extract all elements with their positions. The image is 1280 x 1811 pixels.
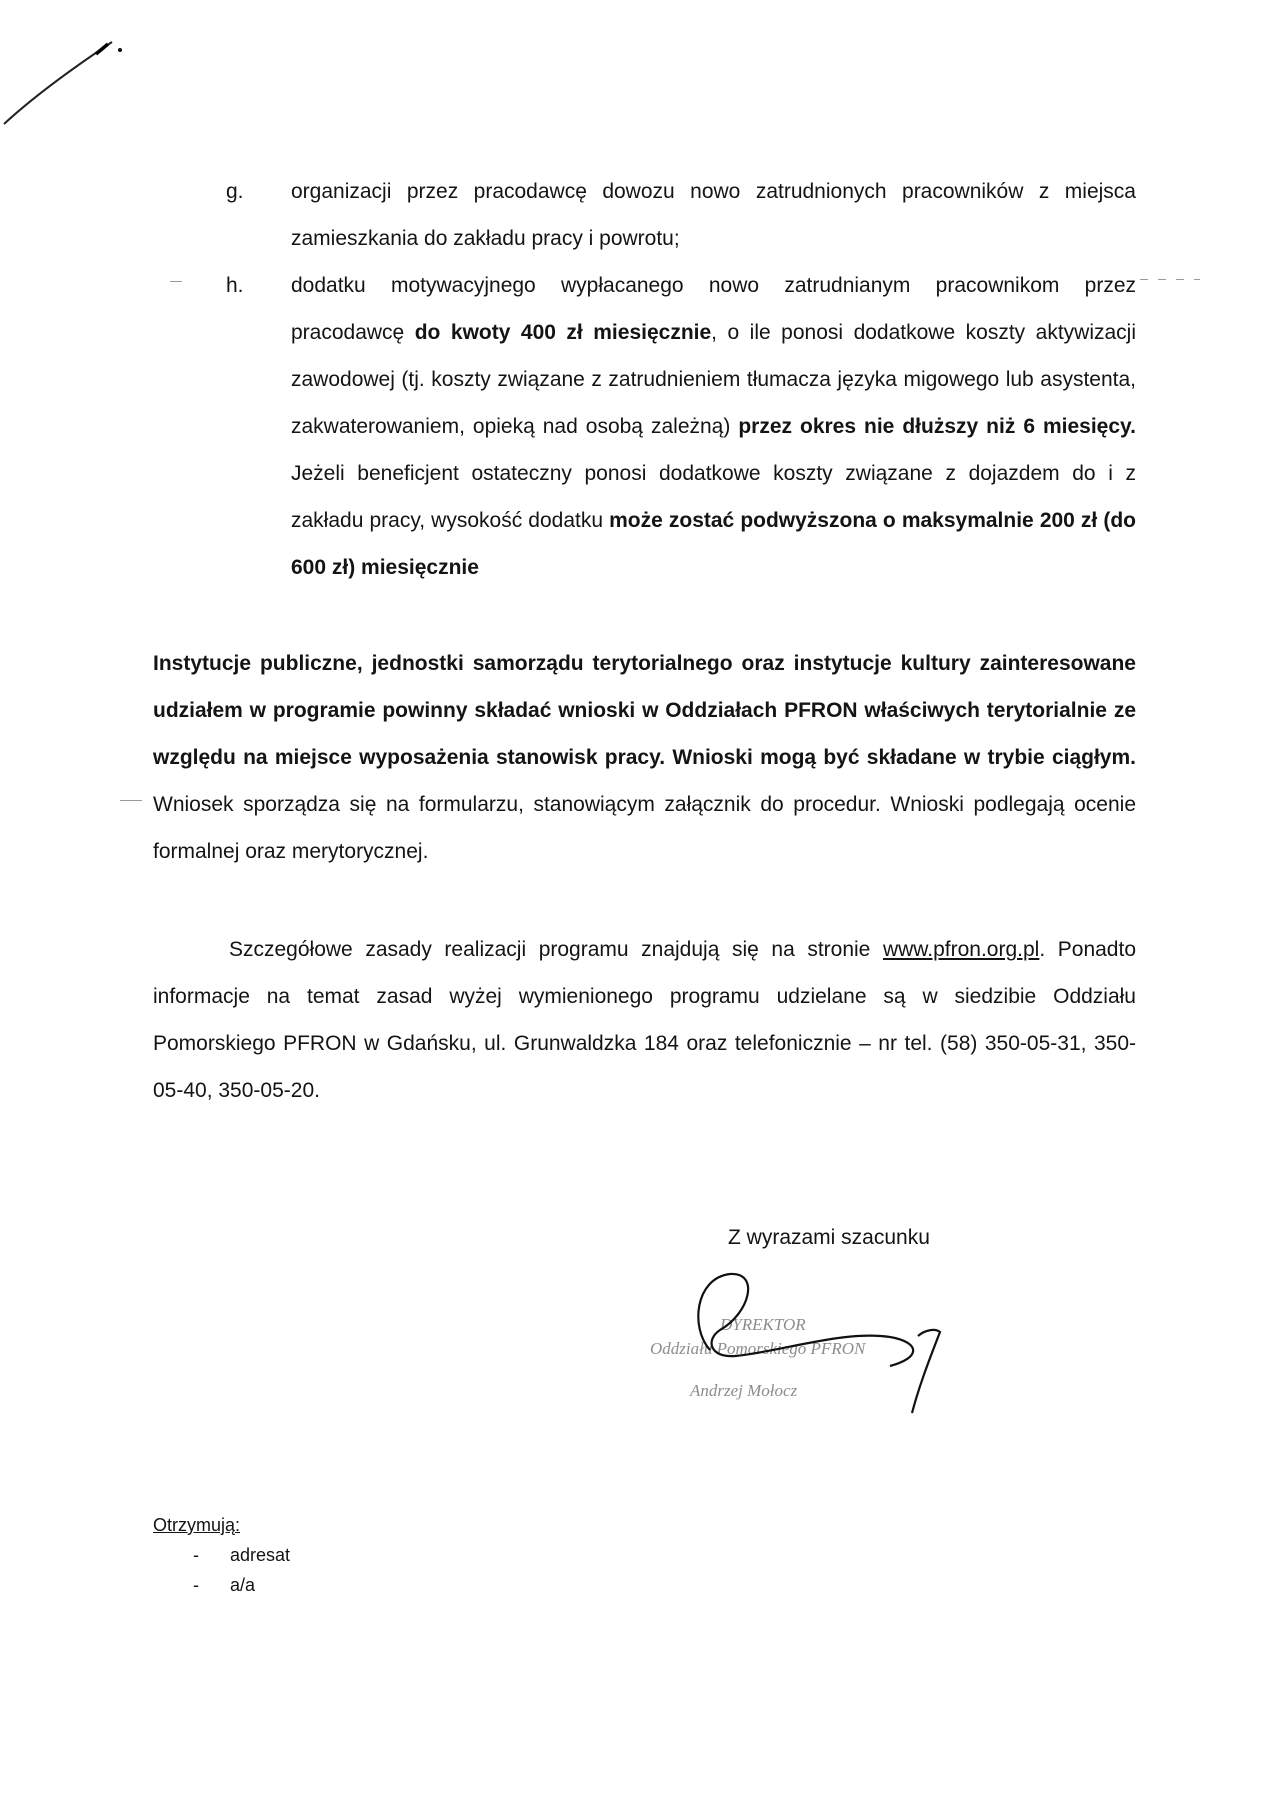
institutions-bold-text: Instytucje publiczne, jednostki samorządu terytorialnego oraz instytucje kultury zainteresowane udziałem w programie powinny składać wnioski w Oddziałach PFRON właściwych terytorialnie ze względu na miejsce wyposażenia stanowisk pracy. Wnioski mogą być składane w trybie ciągłym. bbox=[153, 652, 1136, 769]
institutions-paragraph bbox=[153, 640, 1136, 875]
institutions-regular-text: Wniosek sporządza się na formularzu, stanowiącym załącznik do procedur. Wnioski podlegają ocenie formalnej oraz merytorycznej. bbox=[153, 793, 1136, 863]
stamp-line-office: Oddziału Pomorskiego PFRON bbox=[650, 1339, 866, 1358]
text-segment: Jeżeli beneficjent ostateczny ponosi dodatkowe koszty związane z dojazdem do i z zakładu pracy, wysokość dodatku bbox=[291, 462, 1136, 532]
recipients-title: Otrzymują: bbox=[153, 1515, 241, 1535]
recipient-name: a/a bbox=[230, 1575, 256, 1595]
list-item-text bbox=[291, 168, 1136, 262]
details-paragraph bbox=[153, 926, 1136, 1114]
signature-stamp bbox=[650, 1268, 1000, 1428]
scan-artifact-dash bbox=[120, 800, 142, 801]
pen-stroke-mark bbox=[0, 20, 140, 130]
list-marker: g. bbox=[226, 180, 244, 203]
text-segment: , o ile ponosi dodatkowe koszty aktywizacji zawodowej (tj. koszty związane z zatrudnieniem tłumacza języka migowego lub asystenta, zakwaterowaniem, opieką nad osobą zależną) bbox=[291, 321, 1137, 438]
closing-phrase: Z wyrazami szacunku bbox=[728, 1226, 930, 1249]
recipient-item: - adresat bbox=[193, 1545, 291, 1565]
text-segment-bold: może zostać podwyższona o maksymalnie 200 zł (do 600 zł) miesięcznie bbox=[291, 509, 1137, 579]
list-item bbox=[226, 262, 1136, 591]
details-lead-text: Szczegółowe zasady realizacji programu znajdują się na stronie bbox=[229, 938, 883, 961]
stamp-line-name: Andrzej Mołocz bbox=[690, 1381, 798, 1400]
scan-artifact-dash bbox=[170, 281, 182, 282]
scan-artifact-dash bbox=[1140, 279, 1200, 280]
list-item bbox=[226, 168, 1136, 262]
list-item-text bbox=[291, 262, 1136, 591]
text-segment: organizacji przez pracodawcę dowozu nowo zatrudnionych pracowników z miejsca zamieszkania do zakładu pracy i powrotu; bbox=[291, 180, 1136, 250]
recipient-item: - a/a bbox=[193, 1575, 256, 1595]
stamp-line-title: DYREKTOR bbox=[720, 1315, 806, 1334]
list-marker: h. bbox=[226, 274, 244, 297]
text-segment: dodatku motywacyjnego wypłacanego nowo zatrudnianym pracownikom przez pracodawcę bbox=[291, 274, 1136, 344]
recipients-block bbox=[153, 1510, 290, 1600]
recipient-name: adresat bbox=[230, 1545, 291, 1565]
recipients-list bbox=[153, 1540, 290, 1600]
text-segment-bold: do kwoty 400 zł miesięcznie bbox=[414, 321, 712, 344]
text-segment-bold: przez okres nie dłuższy niż 6 miesięcy. bbox=[738, 415, 1136, 438]
pfron-website-link[interactable]: www.pfron.org.pl bbox=[882, 938, 1040, 961]
details-trail-text: . Ponadto informacje na temat zasad wyżej wymienionego programu udzielane są w siedzibie Oddziału Pomorskiego PFRON w Gdańsku, ul. Grunwaldzka 184 oraz telefonicznie – nr tel. (58) 350-05-31, 350-05-40, 350-05-20. bbox=[153, 938, 1136, 1102]
